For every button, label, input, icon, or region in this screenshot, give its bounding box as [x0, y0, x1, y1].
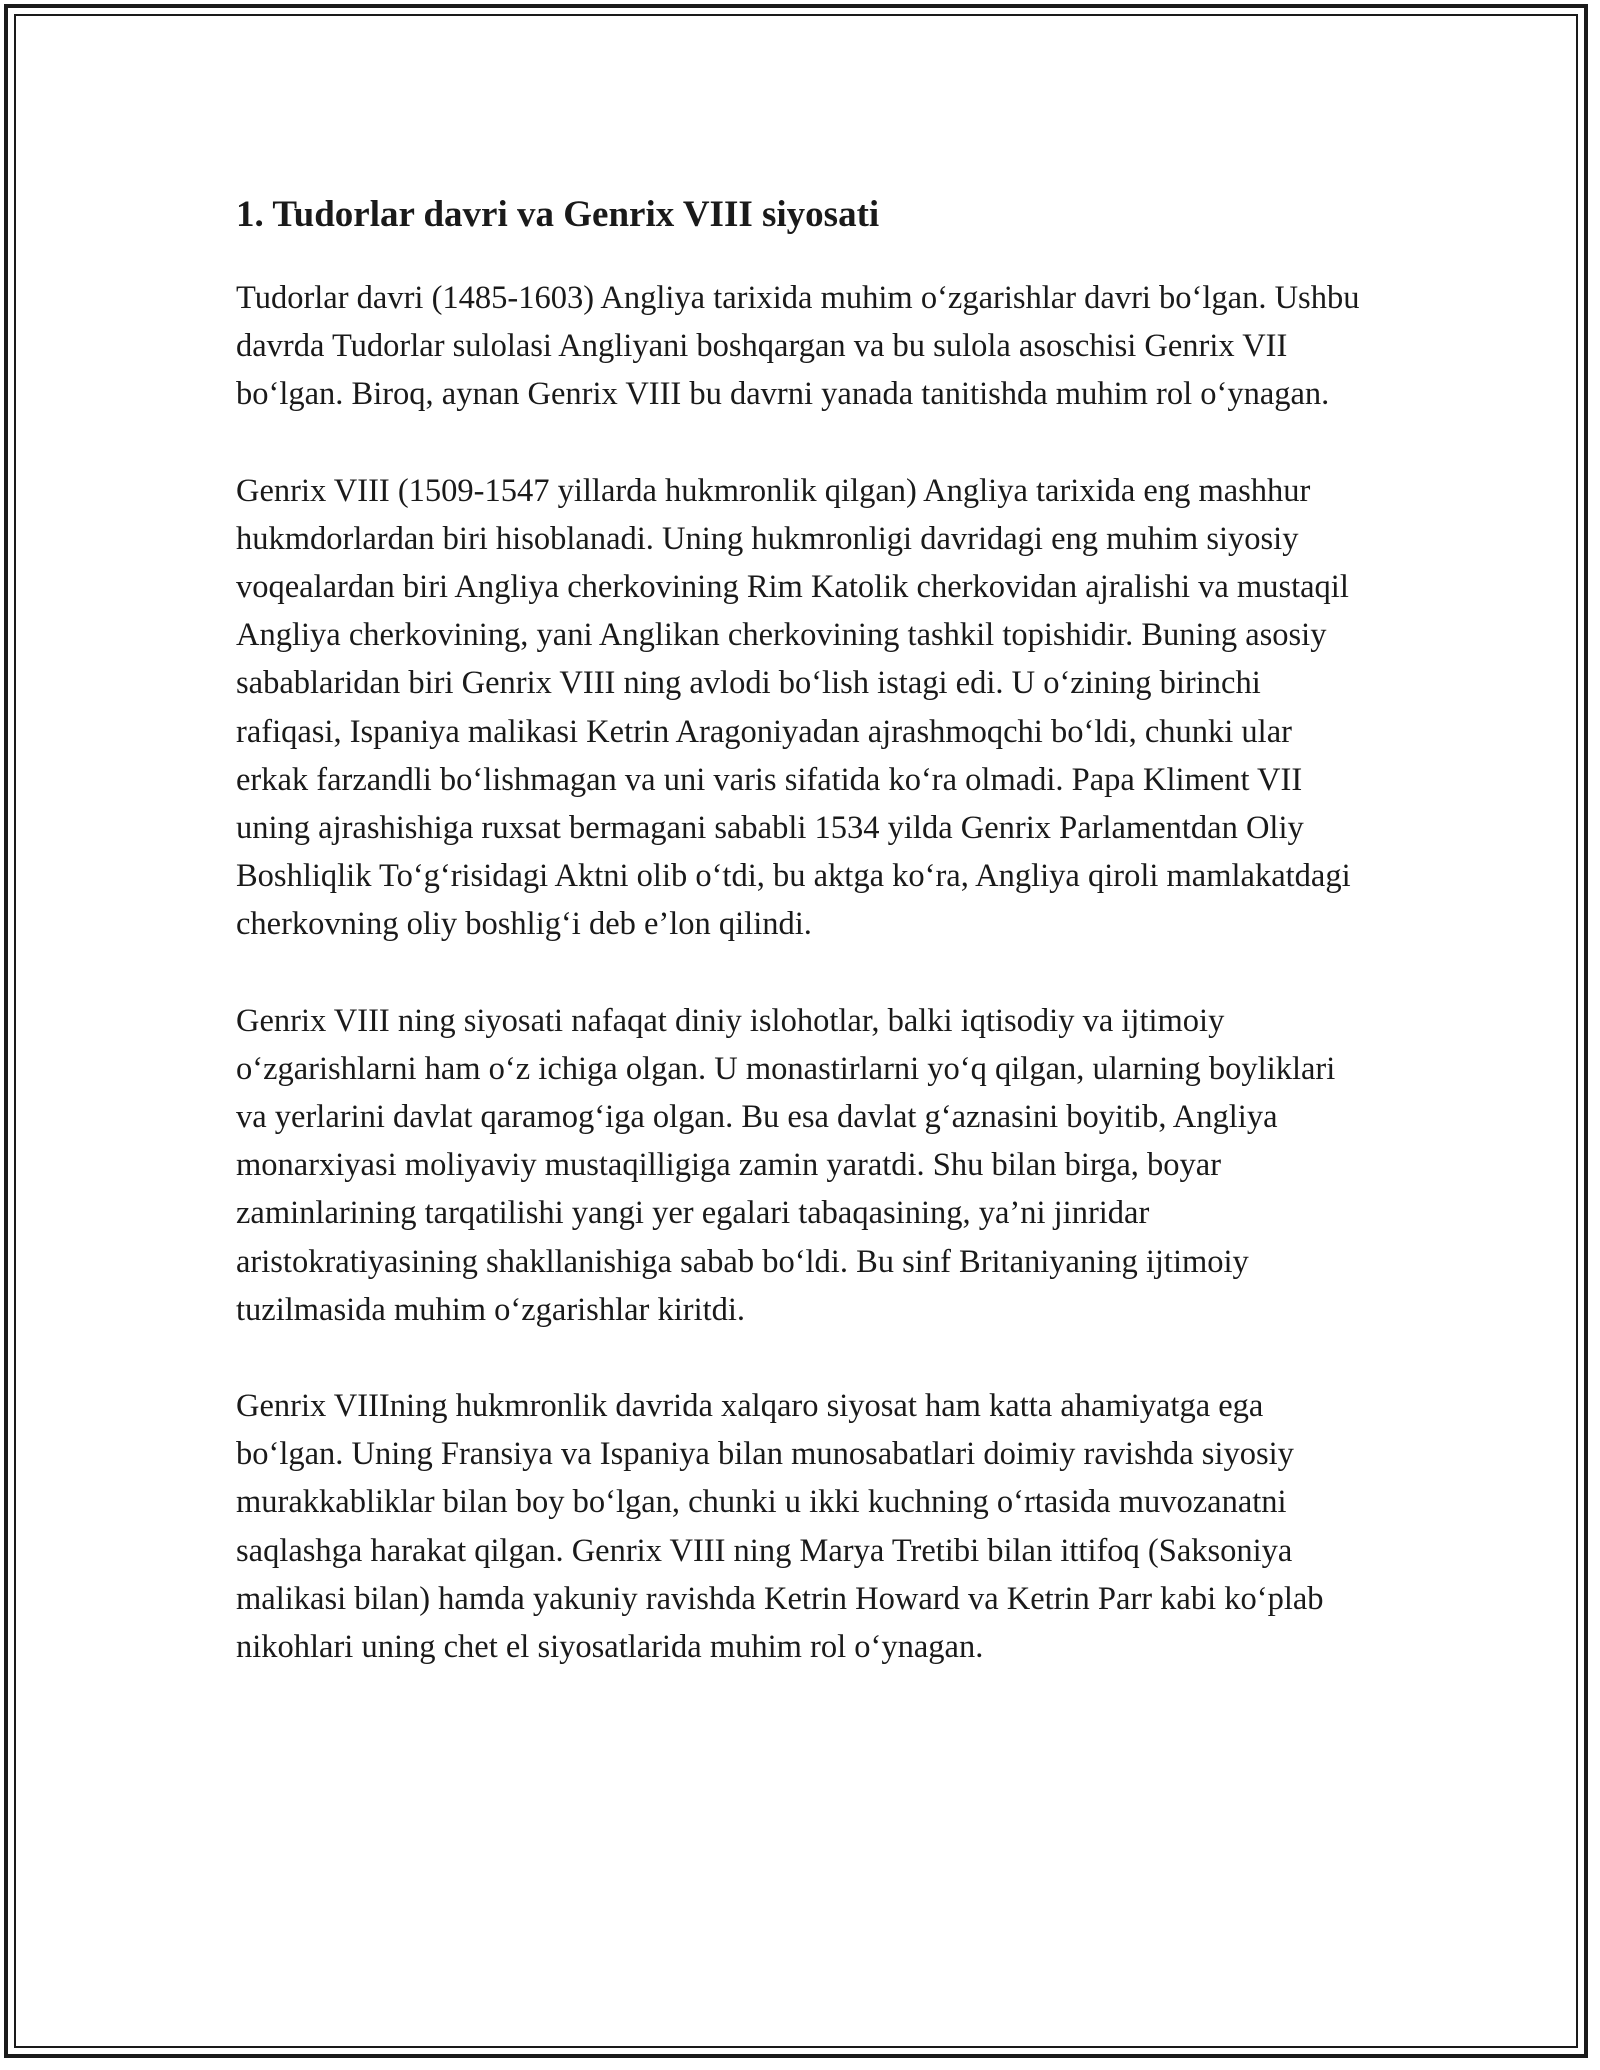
document-body	[236, 186, 1366, 1719]
paragraph-henry-church: Genrix VIII (1509-1547 yillarda hukmronlik qilgan) Angliya tarixida eng mashhur hukmdorlardan biri hisoblanadi. Uning hukmronligi davridagi eng muhim siyosiy voqealardan biri Angliya cherkovining Rim Katolik cherkovidan ajralishi va mustaqil Angliya cherkovining, yani Anglikan cherkovining tashkil topishidir. Buning asosiy sabablaridan biri Genrix VIII ning avlodi bo‘lish istagi edi. U o‘zining birinchi rafiqasi, Ispaniya malikasi Ketrin Aragoniyadan ajrashmoqchi bo‘ldi, chunki ular erkak farzandli bo‘lishmagan va uni varis sifatida ko‘ra olmadi. Papa Kliment VII uning ajrashishiga ruxsat bermagani sababli 1534 yilda Genrix Parlamentdan Oliy Boshliqlik To‘g‘risidagi Aktni olib o‘tdi, bu aktga ko‘ra, Angliya qiroli mamlakatdagi cherkovning oliy boshlig‘i deb e’lon qilindi.	[236, 472, 1351, 943]
section-heading: 1. Tudorlar davri va Genrix VIII siyosati	[236, 194, 880, 235]
paragraph-tudor-era: Tudorlar davri (1485-1603) Angliya tarixida muhim o‘zgarishlar davri bo‘lgan. Ushbu davrda Tudorlar sulolasi Angliyani boshqargan va bu sulola asoschisi Genrix VII bo‘lgan. Biroq, aynan Genrix VIII bu davrni yanada tanitishda muhim rol o‘ynagan.	[236, 280, 1360, 413]
paragraph-henry-foreign-policy: Genrix VIIIning hukmronlik davrida xalqaro siyosat ham katta ahamiyatga ega bo‘lgan. Uning Fransiya va Ispaniya bilan munosabatlari doimiy ravishda siyosiy murakkabliklar bilan boy bo‘lgan, chunki u ikki kuchning o‘rtasida muvozanatni saqlashga harakat qilgan. Genrix VIII ning Marya Tretibi bilan ittifoq (Saksoniya malikasi bilan) hamda yakuniy ravishda Ketrin Howard va Ketrin Parr kabi ko‘plab nikohlari uning chet el siyosatlarida muhim rol o‘ynagan.	[236, 1388, 1324, 1666]
paragraph-henry-economy: Genrix VIII ning siyosati nafaqat diniy islohotlar, balki iqtisodiy va ijtimoiy o‘zgarishlarni ham o‘z ichiga olgan. U monastirlarni yo‘q qilgan, ularning boyliklari va yerlarini davlat qaramog‘iga olgan. Bu esa davlat g‘aznasini boyitib, Angliya monarxiyasi moliyaviy mustaqilligiga zamin yaratdi. Shu bilan birga, boyar zaminlarining tarqatilishi yangi yer egalari tabaqasining, ya’ni jinridar aristokratiyasining shakllanishiga sabab bo‘ldi. Bu sinf Britaniyaning ijtimoiy tuzilmasida muhim o‘zgarishlar kiritdi.	[236, 1002, 1336, 1328]
